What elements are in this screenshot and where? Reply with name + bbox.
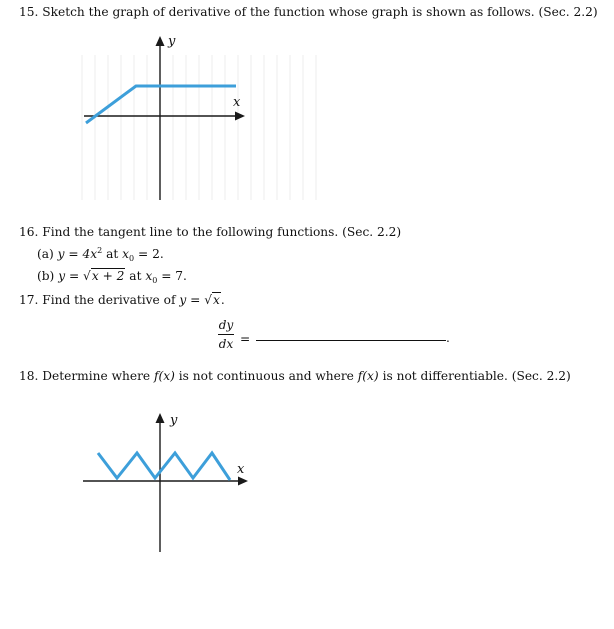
question-16a-value: = 2. <box>138 247 164 261</box>
question-16-number: 16. <box>19 225 39 239</box>
answer-period: . <box>446 331 450 345</box>
fraction-numerator: dy <box>218 318 234 332</box>
question-16-text: Find the tangent line to the following functions. (Sec. 2.2) <box>42 225 402 239</box>
question-16b-value: = 7. <box>161 269 187 283</box>
graph-15-y-label: y <box>168 34 176 49</box>
question-16b-radicand: x + 2 <box>91 269 125 283</box>
question-18-function-2: f(x) <box>357 369 379 383</box>
question-16a-function: y = 4x <box>57 247 98 261</box>
question-16a-exponent: 2 <box>97 246 103 255</box>
question-17-number: 17. <box>19 293 39 307</box>
question-16b-at: at <box>129 269 142 283</box>
question-16a-at: at <box>106 247 119 261</box>
graph-15-x-label: x <box>233 95 241 110</box>
question-16b-x0: x <box>145 269 153 283</box>
graph-18-function-line <box>98 453 230 480</box>
question-17-period: . <box>220 293 225 307</box>
question-18-text-b: is not continuous and where <box>178 369 354 383</box>
graph-18-x-label: x <box>237 462 245 477</box>
question-17-function: y = <box>179 293 201 307</box>
question-16b-sub: 0 <box>152 276 158 285</box>
question-16b-label: (b) <box>37 269 55 283</box>
question-15-text: Sketch the graph of derivative of the function whose graph is shown as follows. (Sec. 2.2) <box>42 5 598 19</box>
graph-18-x-arrow <box>238 477 248 486</box>
fraction-denominator: dx <box>218 337 234 351</box>
question-17-radicand: x <box>213 293 220 307</box>
question-16a-sub: 0 <box>129 254 135 263</box>
question-17-text: Find the derivative of <box>42 293 176 307</box>
question-16a-x0: x <box>122 247 130 261</box>
question-18-number: 18. <box>19 369 39 383</box>
question-16a-label: (a) <box>37 247 54 261</box>
graph-18-y-label: y <box>170 413 178 428</box>
question-15-number: 15. <box>19 5 39 19</box>
derivative-equals: = <box>240 332 251 346</box>
question-16b-function: y = <box>58 269 80 283</box>
question-18-text-c: is not differentiable. (Sec. 2.2) <box>382 369 571 383</box>
graph-18-y-arrow <box>156 413 165 423</box>
question-17-root-sign: √ <box>204 293 212 307</box>
question-18-function-1: f(x) <box>153 369 175 383</box>
question-18-text-a: Determine where <box>42 369 151 383</box>
question-16b-root-sign: √ <box>83 269 91 283</box>
